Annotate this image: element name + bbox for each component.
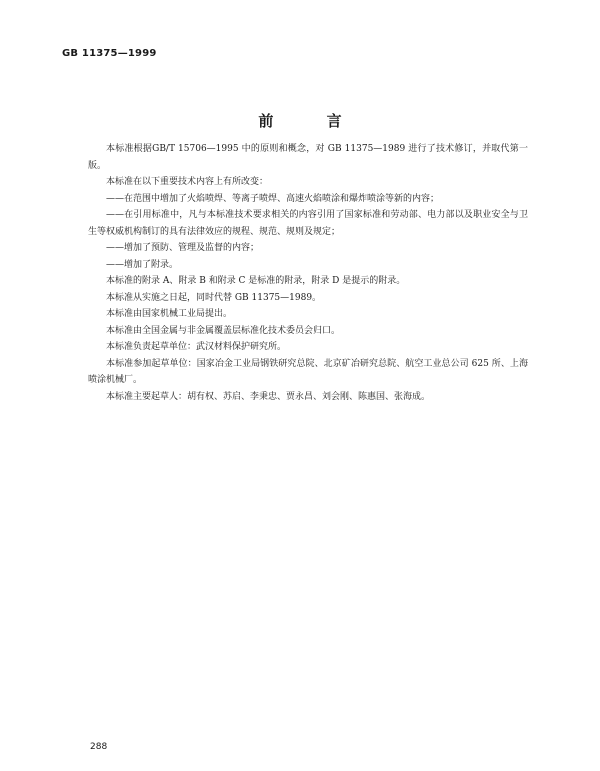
list-item: ——在范围中增加了火焰喷焊、等离子喷焊、高速火焰喷涂和爆炸喷涂等新的内容； (106, 193, 440, 204)
paragraph: 本标准从实施之日起，同时代替 GB 11375—1989。 (106, 292, 322, 303)
page-number: 288 (90, 742, 108, 752)
paragraph: 本标准的附录 A、附录 B 和附录 C 是标准的附录，附录 D 是提示的附录。 (106, 276, 406, 286)
paragraph: 本标准在以下重要技术内容上有所改变： (106, 177, 269, 187)
foreword-body (88, 141, 528, 405)
page-title: 前 言 (258, 112, 366, 130)
standard-code: GB 11375—1999 (62, 48, 157, 59)
list-item: ——增加了预防、管理及监督的内容； (106, 243, 260, 253)
paragraph: 本标准由全国金属与非金属覆盖层标准化技术委员会归口。 (106, 325, 341, 336)
list-item: ——增加了附录。 (106, 259, 179, 270)
paragraph: 本标准由国家机械工业局提出。 (106, 309, 233, 319)
paragraph: 本标准负责起草单位：武汉材料保护研究所。 (106, 342, 287, 352)
paragraph: 本标准参加起草单位：国家冶金工业局钢铁研究总院、北京矿冶研究总院、航空工业总公司 625 所、上海喷涂机械厂。 (88, 358, 528, 385)
paragraph: 本标准根据GB/T 15706—1995 中的原则和概念，对 GB 11375—1989 进行了技术修订，并取代第一版。 (88, 144, 528, 171)
list-item: ——在引用标准中，凡与本标准技术要求相关的内容引用了国家标准和劳动部、电力部以及职业安全与卫生等权威机构制订的具有法律效应的规程、规范、规则及规定； (88, 210, 528, 237)
paragraph: 本标准主要起草人：胡有权、苏启、李秉忠、贾永昌、刘会刚、陈惠国、张海成。 (106, 391, 431, 402)
